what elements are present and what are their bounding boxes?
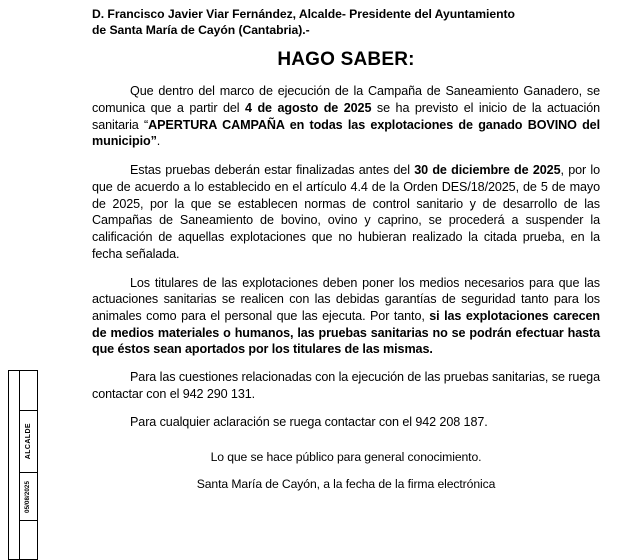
signature-stamp bbox=[8, 370, 38, 560]
footer-public-notice: Lo que se hace público para general conocimiento. bbox=[210, 450, 482, 465]
document-header bbox=[92, 0, 600, 38]
header-line-1: D. Francisco Javier Viar Fernández, Alcalde- Presidente del Ayuntamiento bbox=[92, 7, 515, 21]
stamp-cell-role bbox=[20, 411, 37, 473]
footer-place-and-date: Santa María de Cayón, a la fecha de la firma electrónica bbox=[196, 476, 496, 491]
header-line-2: de Santa María de Cayón (Cantabria).- bbox=[92, 23, 310, 38]
stamp-cell-signature-mark bbox=[20, 521, 37, 557]
stamp-outer-column bbox=[8, 370, 19, 560]
stamp-inner-column bbox=[19, 370, 38, 560]
paragraph-campaign-opening: Que dentro del marco de ejecución de la Campaña de Saneamiento Ganadero, se comunica que a partir del 4 de agosto de 2025 se ha previsto el inicio de la actuación sanitaria “APERTURA CAMPAÑA en todas las explotaciones de ganado BOVINO del municipio”. bbox=[92, 84, 601, 149]
document-body bbox=[92, 0, 600, 492]
paragraph-contact-general: Para cualquier aclaración se ruega contactar con el 942 208 187. bbox=[130, 414, 488, 429]
paragraph-contact-tests: Para las cuestiones relacionadas con la ejecución de las pruebas sanitarias, se ruega contactar con el 942 290 131. bbox=[92, 370, 600, 401]
stamp-cell-date bbox=[20, 473, 37, 521]
page-title: HAGO SABER: bbox=[277, 49, 415, 71]
stamp-cell-empty-top bbox=[20, 371, 37, 411]
stamp-role-label: ALCALDE bbox=[25, 423, 32, 460]
stamp-date-label: 05/08/2025 bbox=[24, 480, 32, 513]
paragraph-owner-duties: Los titulares de las explotaciones deben poner los medios necesarios para que las actuaciones sanitarias se realicen con las debidas garantías de seguridad tanto para los animales como para el personal que las ejecuta. Por tanto, si las explotaciones carecen de medios materiales o humanos, las pruebas sanitarias no se podrán efectuar hasta que éstos sean aportados por los titulares de las mismas. bbox=[92, 275, 600, 357]
paragraph-deadline: Estas pruebas deberán estar finalizadas antes del 30 de diciembre de 2025, por lo que de acuerdo a lo establecido en el artículo 4.4 de la Orden DES/18/2025, de 5 de mayo de 2025, por la que se establecen normas de control sanitario y de desarrollo de las Campañas de Saneamiento de bovino, ovino y caprino, se procederá a suspender la calificación de aquellas explotaciones que no hubieran realizado la citada prueba, en la fecha señalada. bbox=[92, 163, 601, 261]
